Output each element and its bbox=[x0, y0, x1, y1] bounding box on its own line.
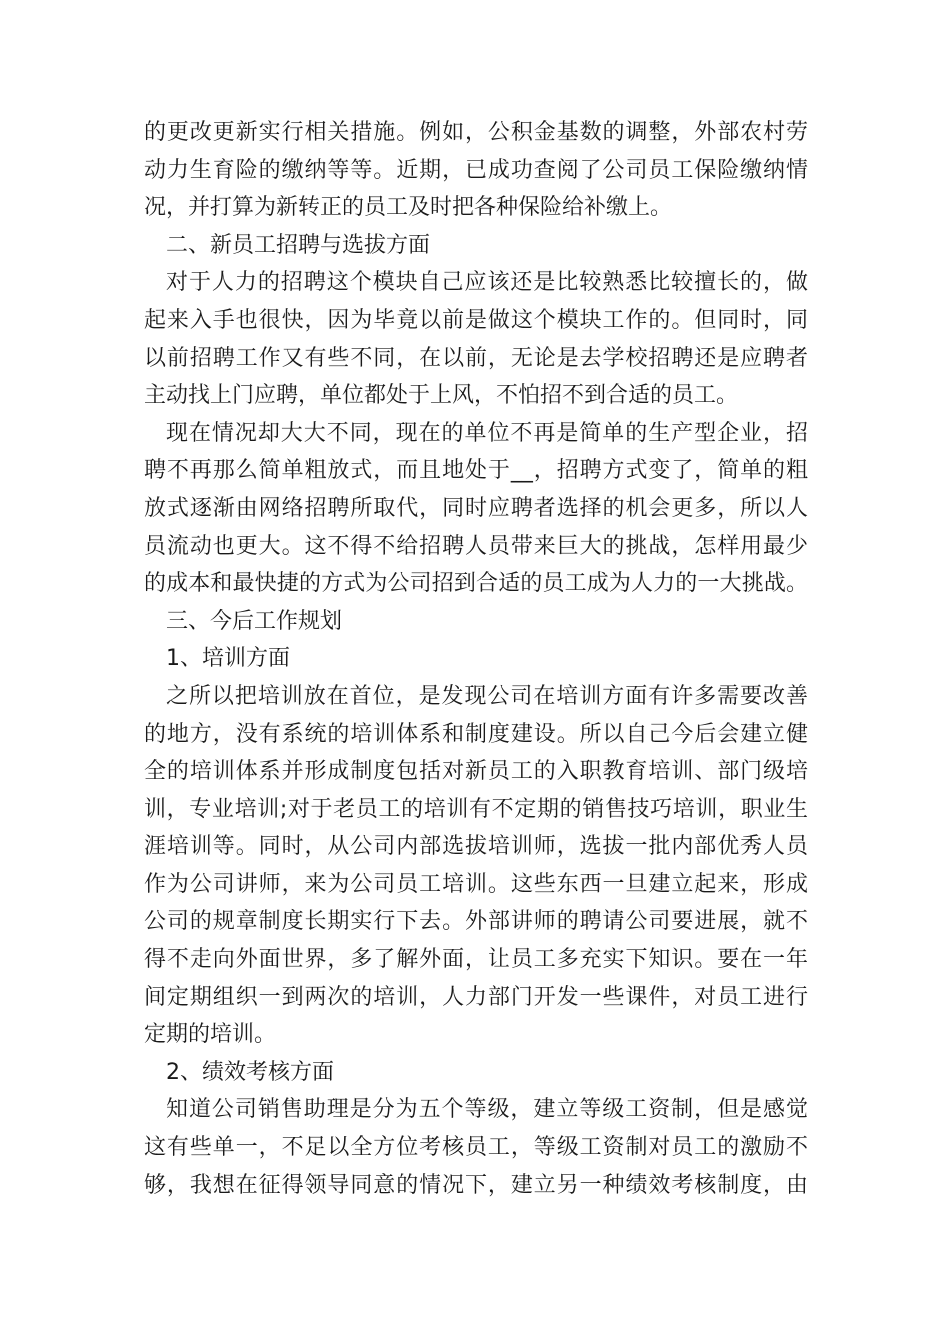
text-line: 之所以把培训放在首位，是发现公司在培训方面有许多需要改善 bbox=[166, 683, 808, 709]
text-line: 主动找上门应聘，单位都处于上风，不怕招不到合适的员工。 bbox=[144, 383, 739, 409]
text-line: 够，我想在征得领导同意的情况下，建立另一种绩效考核制度，由 bbox=[144, 1172, 808, 1198]
text-line: 的地方，没有系统的培训体系和制度建设。所以自己今后会建立健 bbox=[144, 721, 808, 747]
text-line: 的更改更新实行相关措施。例如，公积金基数的调整，外部农村劳 bbox=[144, 120, 808, 145]
text-line: 全的培训体系并形成制度包括对新员工的入职教育培训、部门级培 bbox=[144, 759, 808, 785]
text-line: 放式逐渐由网络招聘所取代，同时应聘者选择的机会更多，所以人 bbox=[144, 495, 808, 521]
text-line: 得不走向外面世界，多了解外面，让员工多充实下知识。要在一年 bbox=[144, 947, 808, 973]
text-line: 知道公司销售助理是分为五个等级，建立等级工资制，但是感觉 bbox=[166, 1097, 808, 1123]
text-line: 现在情况却大大不同，现在的单位不再是简单的生产型企业，招 bbox=[166, 420, 808, 446]
text-line: 1、培训方面 bbox=[166, 646, 290, 672]
text-line: 对于人力的招聘这个模块自己应该还是比较熟悉比较擅长的，做 bbox=[166, 270, 808, 296]
text-line: 2、绩效考核方面 bbox=[166, 1059, 334, 1085]
text-line: 动力生育险的缴纳等等。近期，已成功查阅了公司员工保险缴纳情 bbox=[144, 157, 808, 183]
text-line: 这有些单一，不足以全方位考核员工，等级工资制对员工的激励不 bbox=[144, 1135, 808, 1161]
text-line: 以前招聘工作又有些不同，在以前，无论是去学校招聘还是应聘者 bbox=[144, 345, 808, 371]
text-line: 涯培训等。同时，从公司内部选拔培训师，选拔一批内部优秀人员 bbox=[144, 834, 808, 860]
text-line: 三、今后工作规划 bbox=[166, 608, 343, 634]
text-line: 起来入手也很快，因为毕竟以前是做这个模块工作的。但同时，同 bbox=[144, 307, 808, 333]
text-line: 定期的培训。 bbox=[144, 1022, 277, 1048]
text-line: 员流动也更大。这不得不给招聘人员带来巨大的挑战，怎样用最少 bbox=[144, 533, 808, 559]
text-line: 的成本和最快捷的方式为公司招到合适的员工成为人力的一大挑战。 bbox=[144, 571, 808, 597]
text-line: 训，专业培训;对于老员工的培训有不定期的销售技巧培训，职业生 bbox=[144, 796, 808, 822]
text-line: 公司的规章制度长期实行下去。外部讲师的聘请公司要进展，就不 bbox=[144, 909, 808, 935]
document-body bbox=[144, 114, 808, 1204]
text-line: 聘不再那么简单粗放式，而且地处于__，招聘方式变了，简单的粗 bbox=[144, 458, 808, 484]
text-line: 二、新员工招聘与选拔方面 bbox=[166, 232, 431, 258]
text-line: 况，并打算为新转正的员工及时把各种保险给补缴上。 bbox=[144, 195, 673, 221]
text-line: 作为公司讲师，来为公司员工培训。这些东西一旦建立起来，形成 bbox=[144, 871, 808, 897]
text-line: 间定期组织一到两次的培训，人力部门开发一些课件，对员工进行 bbox=[144, 984, 808, 1010]
